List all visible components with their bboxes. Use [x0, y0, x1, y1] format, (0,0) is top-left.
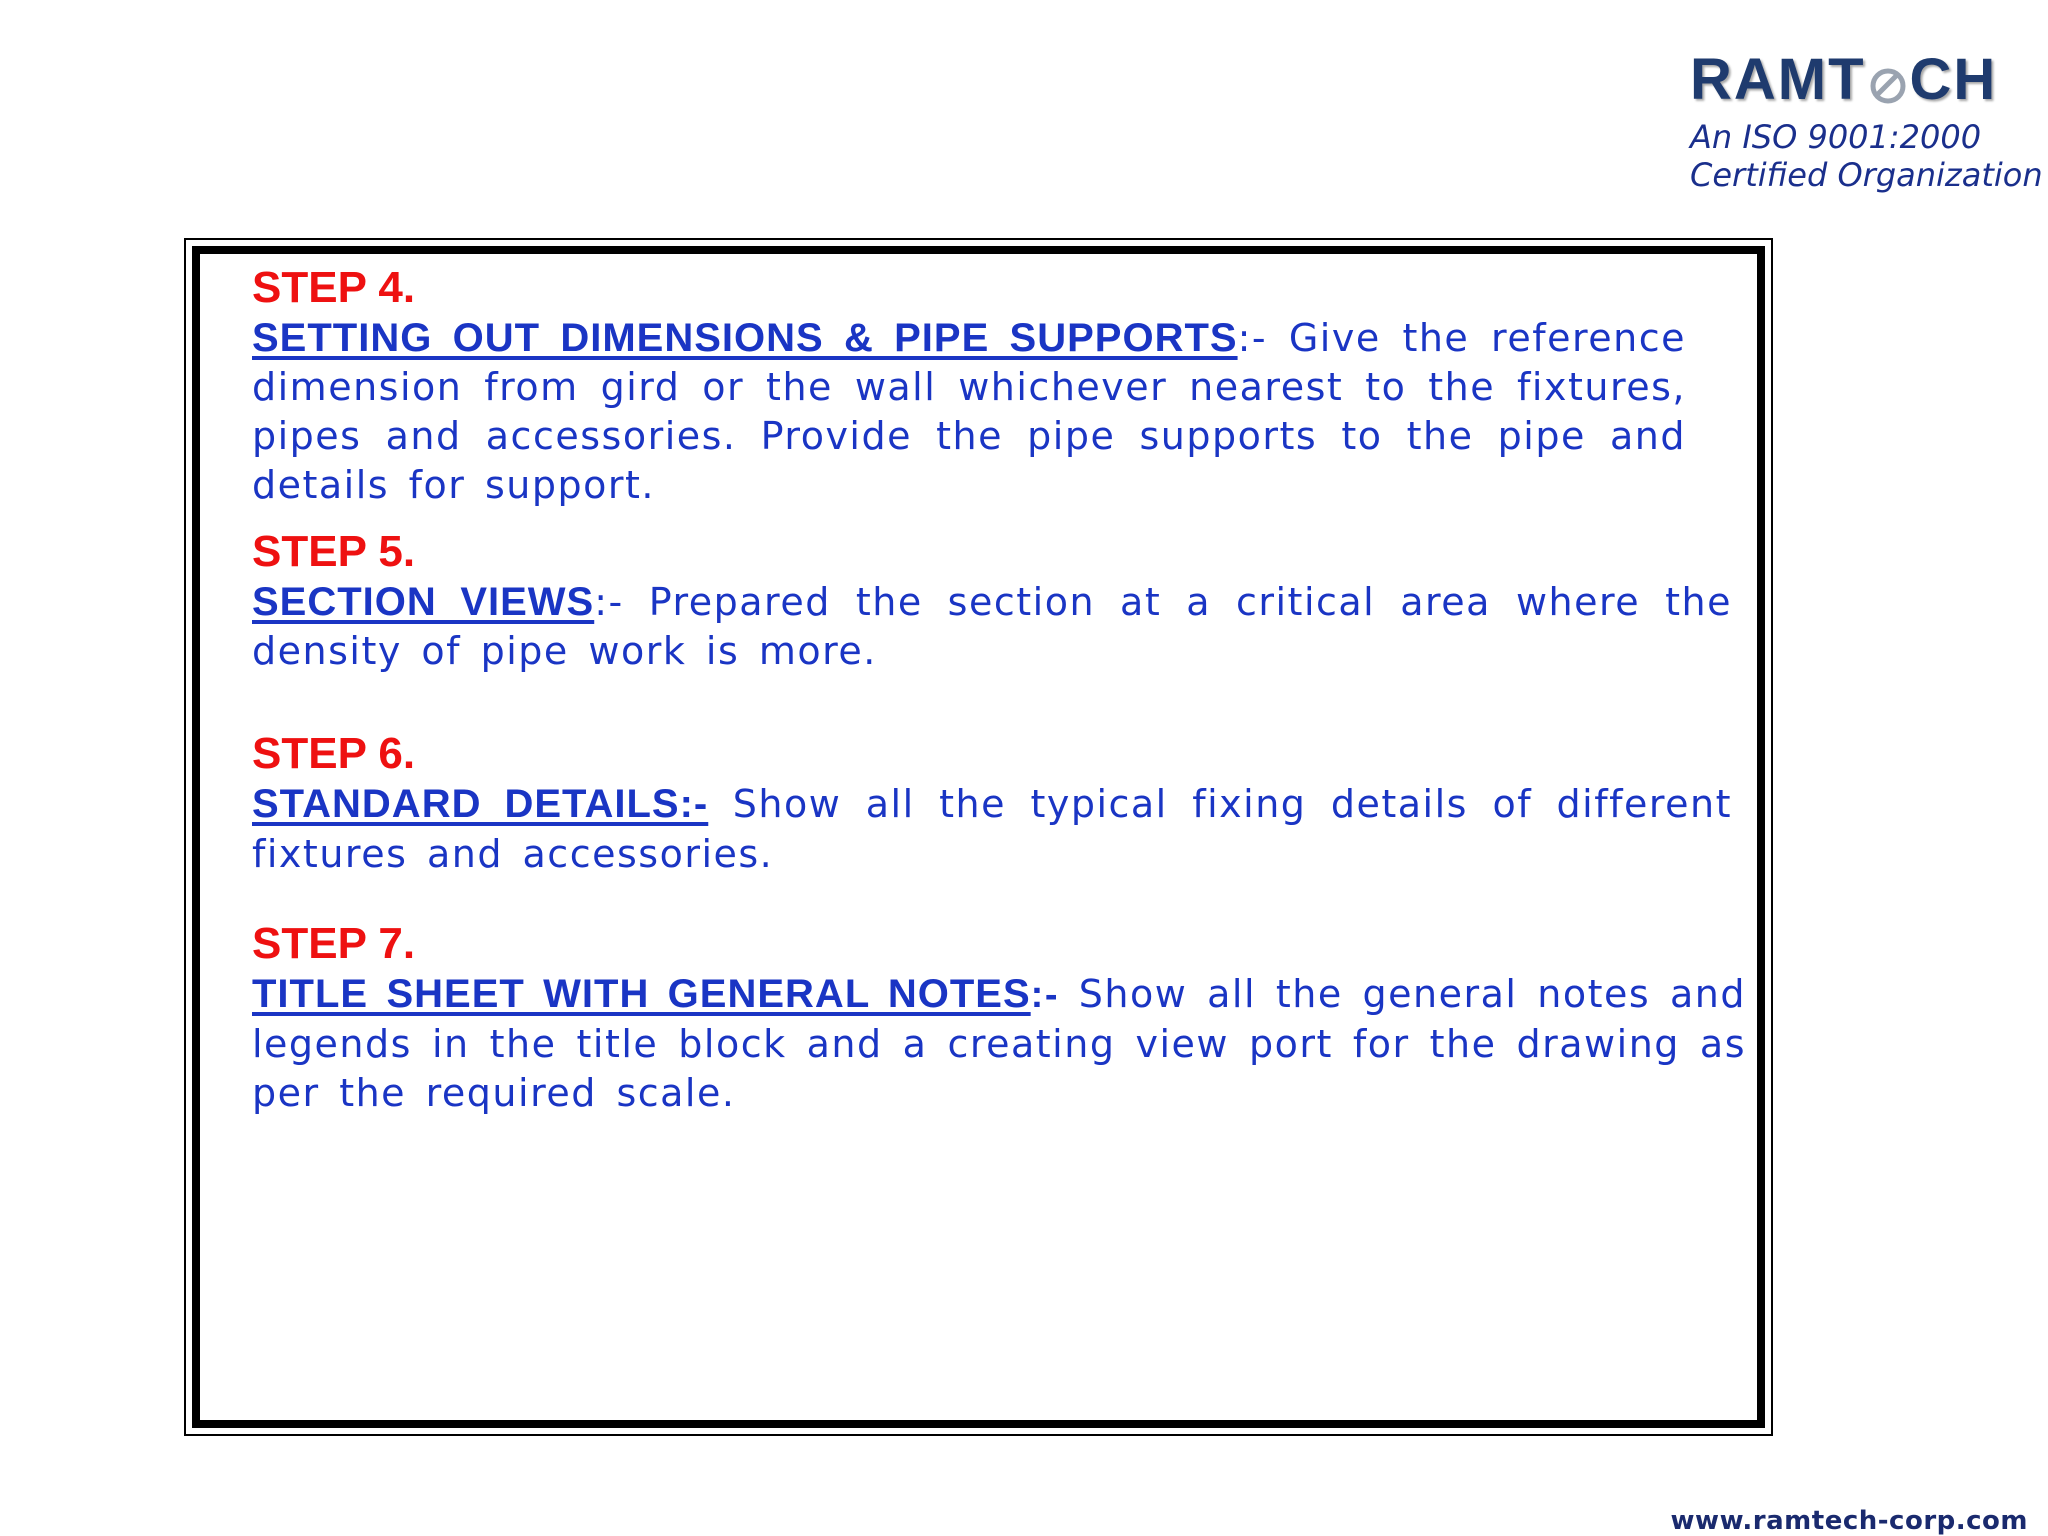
logo-text-start: RAMT [1690, 47, 1866, 112]
step-5-body [252, 578, 1732, 676]
step-7-text: Show all the general notes and legends in the title block and a creating view port for the drawing as per the required scale. [252, 972, 1746, 1115]
logo-text-end: CH [1909, 47, 1998, 112]
step-4-heading: SETTING OUT DIMENSIONS & PIPE SUPPORTS [252, 316, 1238, 360]
step-5-heading: SECTION VIEWS [252, 580, 595, 624]
step-6-block [252, 728, 1732, 879]
iso-tagline [1690, 118, 2043, 194]
step-4-text: Give the reference dimension from gird or the wall whichever nearest to the fixtures, pipes and accessories. Provide the pipe supports to the pipe and details for support. [252, 316, 1686, 507]
step-7-block [252, 918, 1746, 1118]
step-6-body [252, 780, 1732, 879]
step-4-body [252, 314, 1686, 510]
tagline-line-2: Certified Organization [1690, 156, 2043, 194]
step-4-title: STEP 4. [252, 263, 416, 312]
ramtech-logo [1690, 48, 1997, 112]
step-7-body [252, 970, 1746, 1118]
step-6-heading: STANDARD DETAILS:- [252, 782, 709, 826]
step-7-title: STEP 7. [252, 919, 416, 968]
step-4-heading-suffix: :- [1237, 316, 1268, 360]
step-7-heading: TITLE SHEET WITH GENERAL NOTES [252, 972, 1031, 1016]
step-5-block [252, 526, 1732, 676]
step-7-heading-suffix: :- [1030, 974, 1059, 1016]
tagline-line-1: An ISO 9001:2000 [1690, 118, 1982, 156]
step-5-title: STEP 5. [252, 527, 416, 576]
step-5-heading-suffix: :- [594, 580, 624, 624]
step-6-title: STEP 6. [252, 729, 416, 778]
footer-website-link[interactable]: www.ramtech-corp.com [1670, 1506, 2028, 1536]
step-4-block [252, 262, 1686, 510]
step-6-text: Show all the typical fixing details of different fixtures and accessories. [252, 782, 1732, 876]
stylized-e-with-slash-icon [1868, 58, 1908, 102]
step-5-text: Prepared the section at a critical area where the density of pipe work is more. [252, 580, 1733, 673]
